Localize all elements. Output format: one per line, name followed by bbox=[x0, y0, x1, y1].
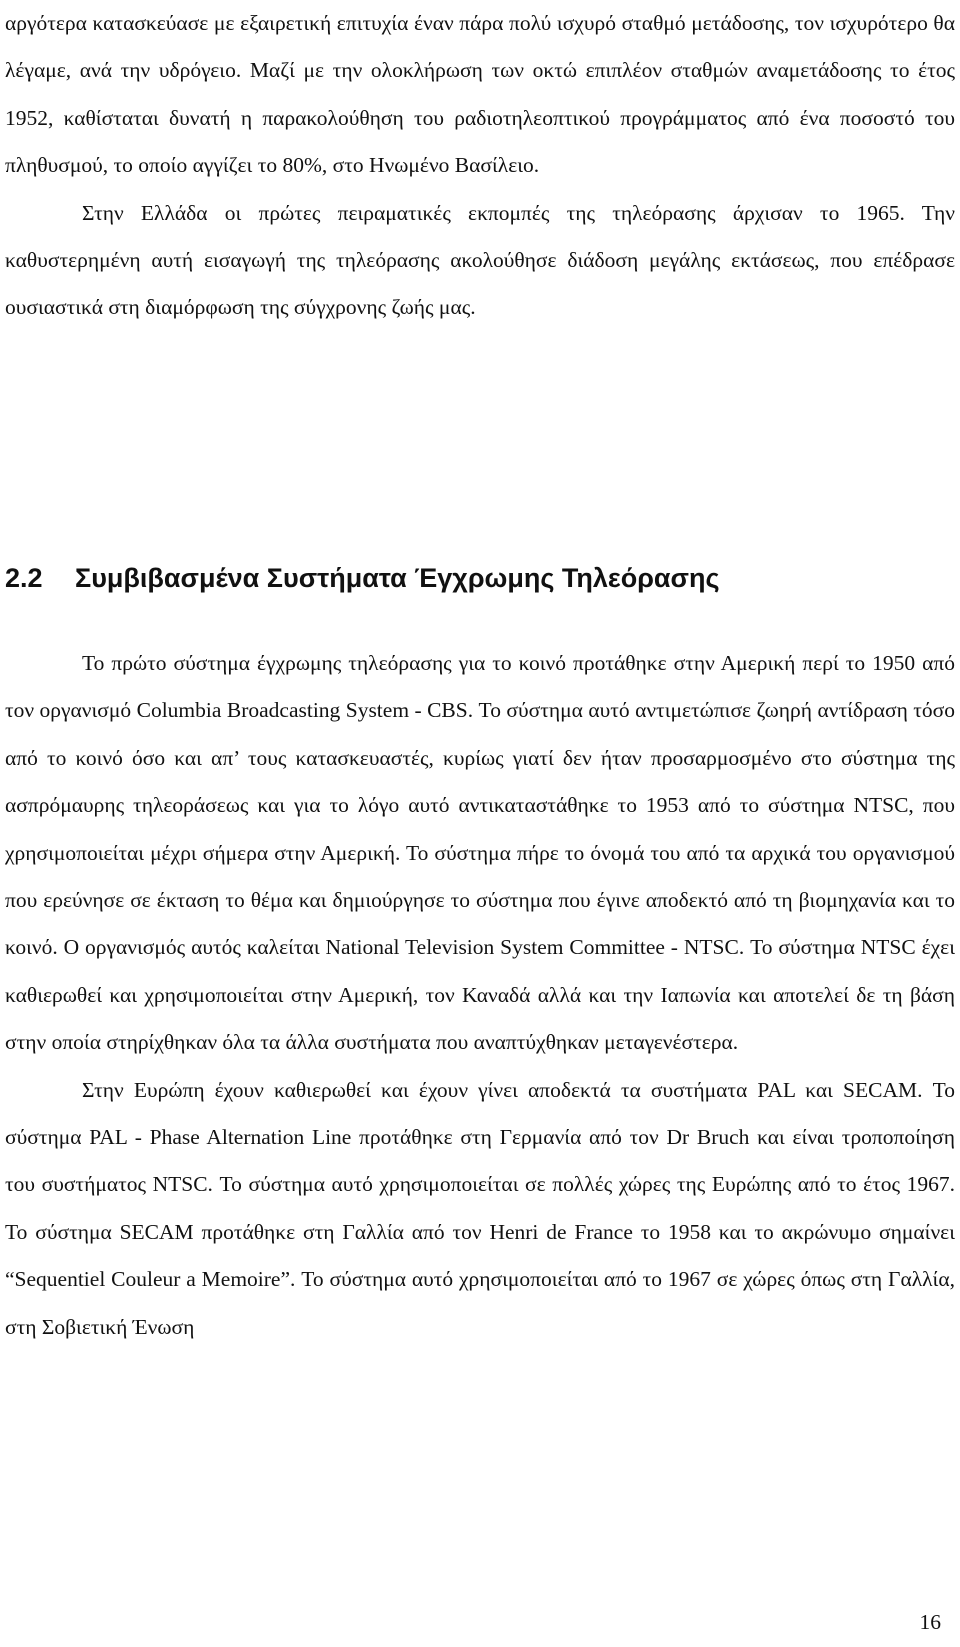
section-heading bbox=[5, 563, 720, 594]
document-page bbox=[5, 0, 955, 1647]
page-number: 16 bbox=[919, 1610, 941, 1634]
previous-section-text bbox=[5, 0, 955, 332]
paragraph-uk-broadcasting: αργότερα κατασκεύασε με εξαιρετική επιτυχία έναν πάρα πολύ ισχυρό σταθμό μετάδοσης, τον ισχυρότερο θα λέγαμε, ανά την υδρόγειο. Μαζί με την ολοκλήρωση των οκτώ επιπλέον σταθμών αναμετάδοσης το έτος 1952, καθίσταται δυνατή η παρακολούθηση του ραδιοτηλεοπτικού προγράμματος από ένα ποσοστό του πληθυσμού, το οποίο αγγίζει το 80%, στο Ηνωμένο Βασίλειο. bbox=[5, 11, 955, 178]
section-number: 2.2 bbox=[5, 563, 43, 593]
paragraph-ntsc-system: Το πρώτο σύστημα έγχρωμης τηλεόρασης για το κοινό προτάθηκε στην Αμερική περί το 1950 από τον οργανισμό Columbia Broadcasting System - CBS. Το σύστημα αυτό αντιμετώπισε ζωηρή αντίδραση τόσο από το κοινό όσο και απ’ τους κατασκευαστές, κυρίως γιατί δεν ήταν προσαρμοσμένο στο σύστημα της ασπρόμαυρης τηλεοράσεως και για το λόγο αυτό αντικαταστάθηκε το 1953 από το σύστημα NTSC, που χρησιμοποιείται μέχρι σήμερα στην Αμερική. Το σύστημα πήρε το όνομά του από τα αρχικά του οργανισμού που ερεύνησε σε έκταση το θέμα και δημιούργησε το σύστημα που έγινε αποδεκτό από τη βιομηχανία και το κοινό. Ο οργανισμός αυτός καλείται National Television System Committee - NTSC. Το σύστημα NTSC έχει καθιερωθεί και χρησιμοποιείται στην Αμερική, τον Καναδά αλλά και την Ιαπωνία και αποτελεί δε τη βάση στην οποία στηρίχθηκαν όλα τα άλλα συστήματα που αναπτύχθηκαν μεταγενέστερα. bbox=[5, 651, 955, 1055]
section-title: Συμβιβασμένα Συστήματα Έγχρωμης Τηλεόρασης bbox=[75, 563, 720, 593]
section-body bbox=[5, 640, 955, 1351]
paragraph-pal-secam: Στην Ευρώπη έχουν καθιερωθεί και έχουν γίνει αποδεκτά τα συστήματα PAL και SECAM. Το σύστημα PAL - Phase Alternation Line προτάθηκε στη Γερμανία από τον Dr Bruch και είναι τροποποίηση του συστήματος NTSC. Το σύστημα αυτό χρησιμοποιείται σε πολλές χώρες της Ευρώπης από το έτος 1967. Το σύστημα SECAM προτάθηκε στη Γαλλία από τον Henri de France το 1958 και το ακρώνυμο σημαίνει “Sequentiel Couleur a Memoire”. Το σύστημα αυτό χρησιμοποιείται από το 1967 σε χώρες όπως στη Γαλλία, στη Σοβιετική Ένωση bbox=[5, 1077, 955, 1339]
paragraph-greece-television: Στην Ελλάδα οι πρώτες πειραματικές εκπομπές της τηλεόρασης άρχισαν το 1965. Την καθυστερημένη αυτή εισαγωγή της τηλεόρασης ακολούθησε διάδοση μεγάλης εκτάσεως, που επέδρασε ουσιαστικά στη διαμόρφωση της σύγχρονης ζωής μας. bbox=[5, 200, 955, 320]
